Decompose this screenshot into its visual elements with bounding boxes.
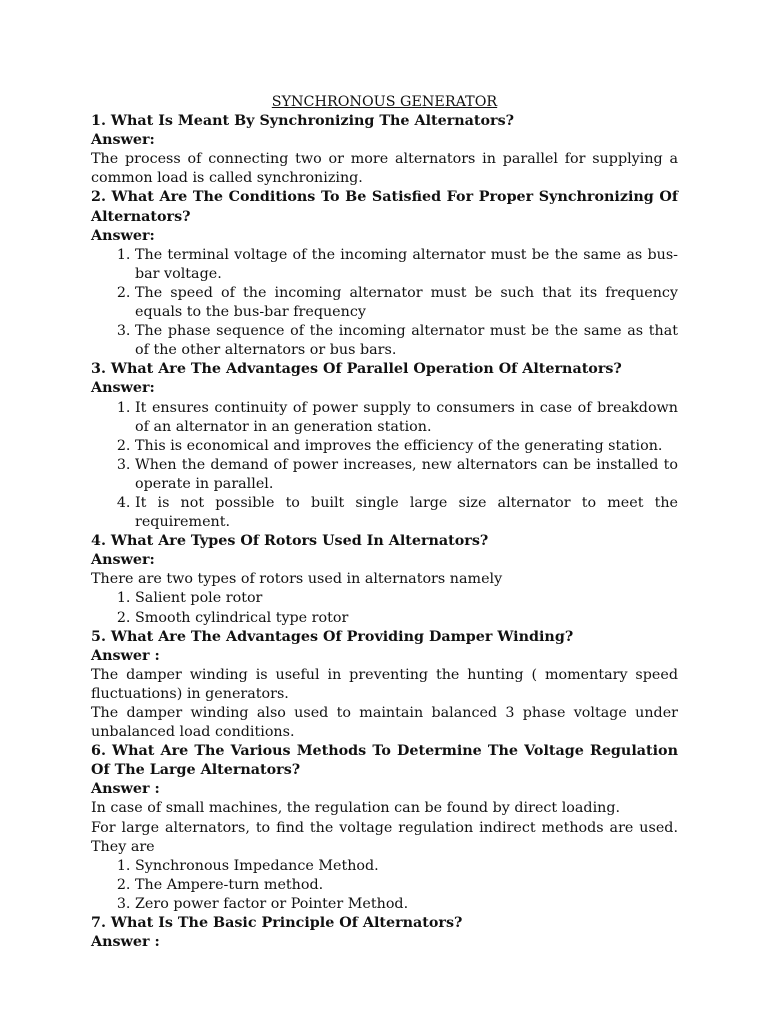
answer-label-6: Answer :: [91, 781, 160, 798]
list-item: 2. The Ampere-turn method.: [135, 876, 678, 895]
question-6: 6. What Are The Various Methods To Determine The Voltage Regulation Of The Large Alternators?: [91, 743, 678, 779]
question-4: 4. What Are Types Of Rotors Used In Alternators?: [91, 533, 489, 550]
answer-label-7: Answer :: [91, 934, 160, 951]
list-item: 4. It is not possible to built single large size alternator to meet the requirement.: [135, 494, 678, 532]
question-1: 1. What Is Meant By Synchronizing The Alternators?: [91, 113, 515, 130]
list-item: 3. Zero power factor or Pointer Method.: [135, 895, 678, 914]
list-item: 1. Salient pole rotor: [135, 589, 678, 608]
question-7: 7. What Is The Basic Principle Of Alternators?: [91, 915, 463, 932]
list-item: 2. The speed of the incoming alternator must be such that its frequency equals to the bus-bar frequency: [135, 284, 678, 322]
answer-label-5: Answer :: [91, 647, 160, 664]
list-item: 2. This is economical and improves the efficiency of the generating station.: [135, 437, 678, 456]
answer-list-6: [91, 857, 678, 914]
list-item: 1. Synchronous Impedance Method.: [135, 857, 678, 876]
answer-label-1: Answer:: [91, 132, 155, 149]
answer-list-3: [91, 399, 678, 533]
list-item: 2. Smooth cylindrical type rotor: [135, 609, 678, 628]
answer-text-1: The process of connecting two or more alternators in parallel for supplying a common load is called synchronizing.: [91, 151, 678, 187]
answer-text-6a: In case of small machines, the regulation can be found by direct loading.: [91, 800, 621, 817]
answer-label-3: Answer:: [91, 380, 155, 397]
list-item: 3. The phase sequence of the incoming alternator must be the same as that of the other alternators or bus bars.: [135, 322, 678, 360]
document-title: SYNCHRONOUS GENERATOR: [271, 94, 498, 110]
list-item: 1. It ensures continuity of power supply to consumers in case of breakdown of an alternator in an generation station.: [135, 399, 678, 437]
answer-list-2: [91, 246, 678, 361]
answer-text-5a: The damper winding is useful in preventing the hunting ( momentary speed fluctuations) in generators.: [91, 666, 678, 702]
question-2: 2. What Are The Conditions To Be Satisfied For Proper Synchronizing Of Alternators?: [91, 189, 678, 225]
answer-text-5b: The damper winding also used to maintain balanced 3 phase voltage under unbalanced load conditions.: [91, 705, 678, 741]
question-5: 5. What Are The Advantages Of Providing Damper Winding?: [91, 628, 574, 645]
question-3: 3. What Are The Advantages Of Parallel Operation Of Alternators?: [91, 361, 622, 378]
answer-label-2: Answer:: [91, 227, 155, 244]
answer-list-4: [91, 589, 678, 627]
answer-text-6b: For large alternators, to find the voltage regulation indirect methods are used. They are: [91, 819, 678, 855]
answer-text-4: There are two types of rotors used in alternators namely: [91, 571, 503, 588]
list-item: 1. The terminal voltage of the incoming alternator must be the same as bus-bar voltage.: [135, 246, 678, 284]
answer-label-4: Answer:: [91, 552, 155, 569]
list-item: 3. When the demand of power increases, new alternators can be installed to operate in parallel.: [135, 456, 678, 494]
